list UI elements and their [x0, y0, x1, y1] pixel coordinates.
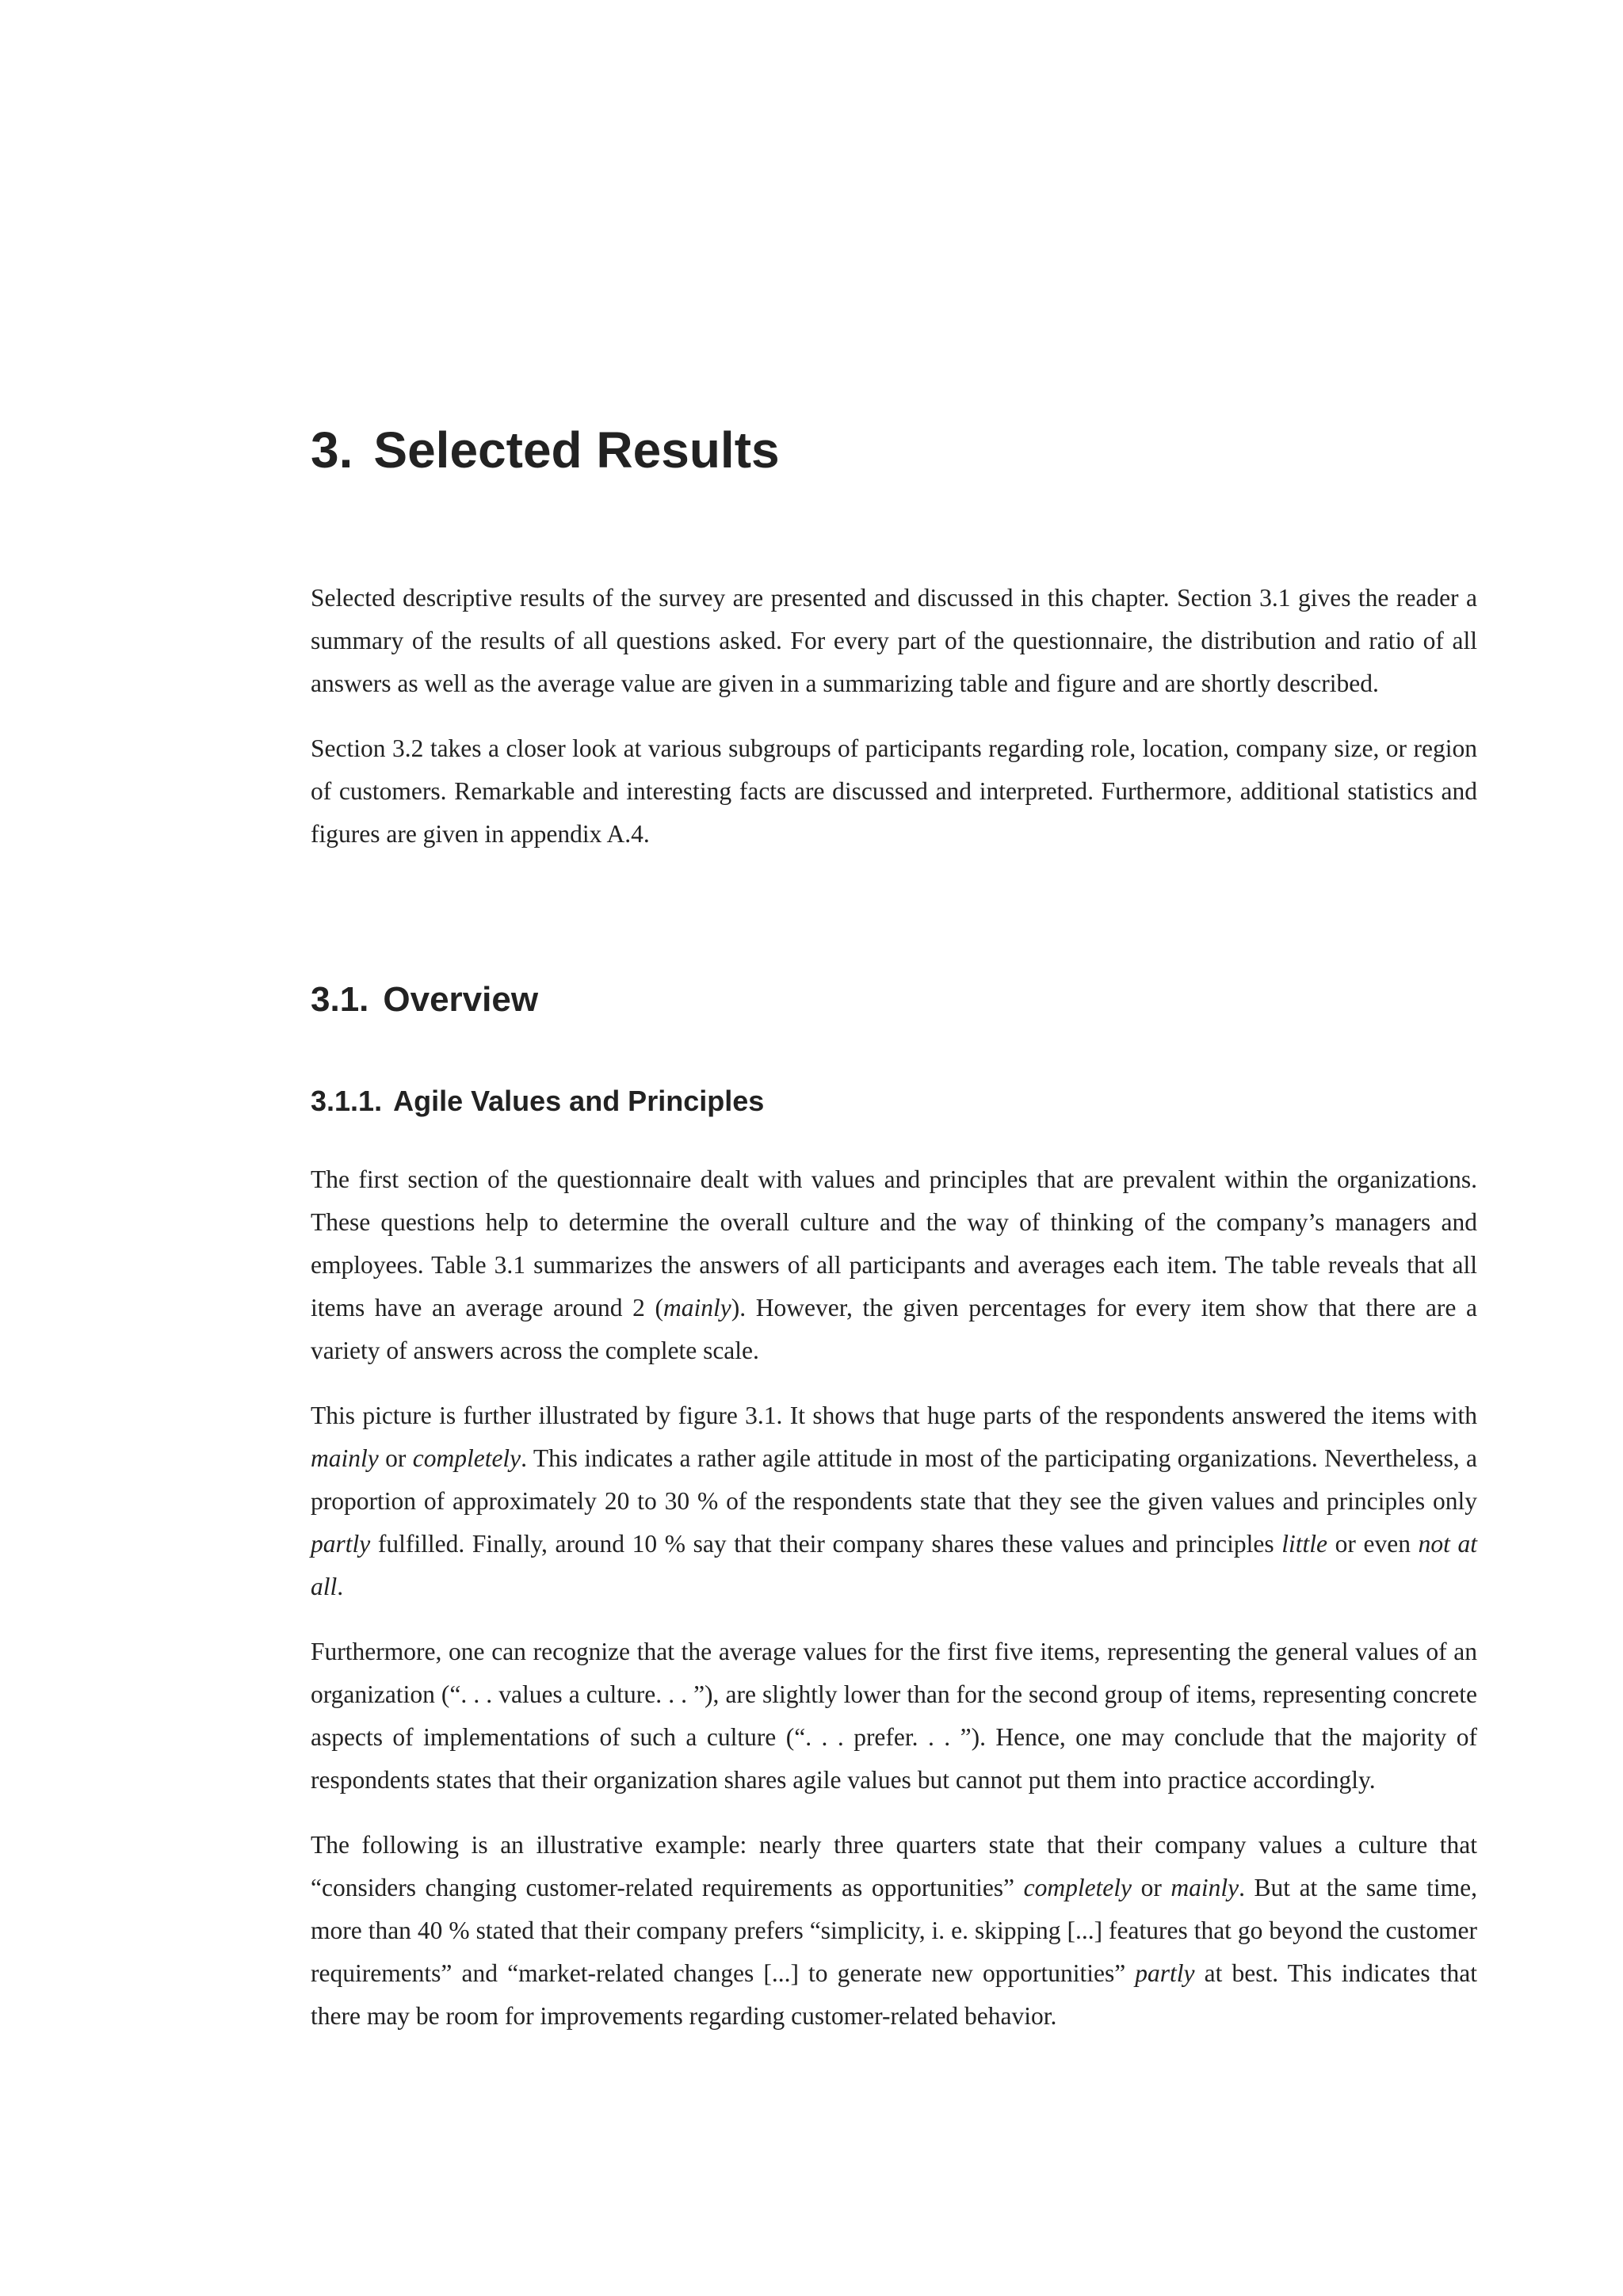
emphasis: mainly [1170, 1874, 1239, 1901]
subsection-title: Agile Values and Principles [393, 1085, 765, 1117]
text-run: or [378, 1444, 413, 1472]
section-number: 3.1. [311, 980, 369, 1019]
emphasis: partly [311, 1530, 371, 1558]
chapter-number: 3. [311, 421, 353, 479]
text-run: or [1132, 1874, 1171, 1901]
body-paragraph-2 [311, 1394, 1477, 1608]
emphasis: mainly [663, 1294, 731, 1322]
intro-block [311, 577, 1477, 856]
chapter-heading [311, 418, 780, 482]
emphasis: not at all [311, 1530, 1477, 1600]
text-run: fulfilled. Finally, around 10 % say that their company shares these values and principles [370, 1530, 1282, 1558]
text-run: at best. This indicates that there may be room for improvements regarding customer-related behavior. [311, 1959, 1477, 2030]
subsection-body [311, 1158, 1477, 2038]
emphasis: little [1281, 1530, 1328, 1558]
text-run: The first section of the questionnaire dealt with values and principles that are prevalent within the organizations. These questions help to determine the overall culture and the way of thinking of the company’s managers and employees. Table 3.1 summarizes the answers of all participants and averages each item. The table reveals that all items have an average around 2 ( [311, 1165, 1477, 1322]
section-heading [311, 978, 538, 1022]
intro-paragraph-2: Section 3.2 takes a closer look at various subgroups of participants regarding role, location, company size, or region of customers. Remarkable and interesting facts are discussed and interpreted. Furthermore, additional statistics and figures are given in appendix A.4. [311, 734, 1477, 848]
intro-paragraph-1: Selected descriptive results of the survey are presented and discussed in this chapter. Section 3.1 gives the reader a summary of the results of all questions asked. For every part of the questionnaire, the distribution and ratio of all answers as well as the average value are given in a summarizing table and figure and are shortly described. [311, 584, 1477, 697]
emphasis: completely [412, 1444, 521, 1472]
document-page [311, 0, 1477, 2296]
body-paragraph-4 [311, 1824, 1477, 2038]
body-paragraph-1 [311, 1158, 1477, 1372]
text-run: . [337, 1573, 344, 1600]
section-title: Overview [383, 980, 539, 1019]
text-run: or even [1327, 1530, 1419, 1558]
emphasis: completely [1023, 1874, 1132, 1901]
body-paragraph-3: Furthermore, one can recognize that the average values for the first five items, representing the general values of an organization (“. . . values a culture. . . ”), are slightly lower than for the second group of items, representing concrete aspects of implementations of such a culture (“. . . prefer. . . ”). Hence, one may conclude that the majority of respondents states that their organization shares agile values but cannot put them into practice accordingly. [311, 1638, 1477, 1794]
text-run: . But at the same time, more than 40 % stated that their company prefers “simplicity, i. e. skipping [...] features that go beyond the customer requirements” and “market-related changes [...] to generate new opportunities” [311, 1874, 1477, 1987]
text-run: ). However, the given percentages for every item show that there are a variety of answers across the complete scale. [311, 1294, 1477, 1364]
text-run: The following is an illustrative example: nearly three quarters state that their company values a culture that “considers changing customer-related requirements as opportunities” [311, 1831, 1477, 1901]
text-run: This picture is further illustrated by figure 3.1. It shows that huge parts of the respondents answered the items with [311, 1402, 1477, 1429]
subsection-number: 3.1.1. [311, 1085, 383, 1117]
chapter-title: Selected Results [373, 421, 780, 479]
text-run: . This indicates a rather agile attitude in most of the participating organizations. Nevertheless, a proportion of approximately 20 to 30 % of the respondents state that they see the given values and principles only [311, 1444, 1477, 1515]
subsection-heading [311, 1082, 764, 1120]
emphasis: partly [1135, 1959, 1195, 1987]
emphasis: mainly [311, 1444, 379, 1472]
